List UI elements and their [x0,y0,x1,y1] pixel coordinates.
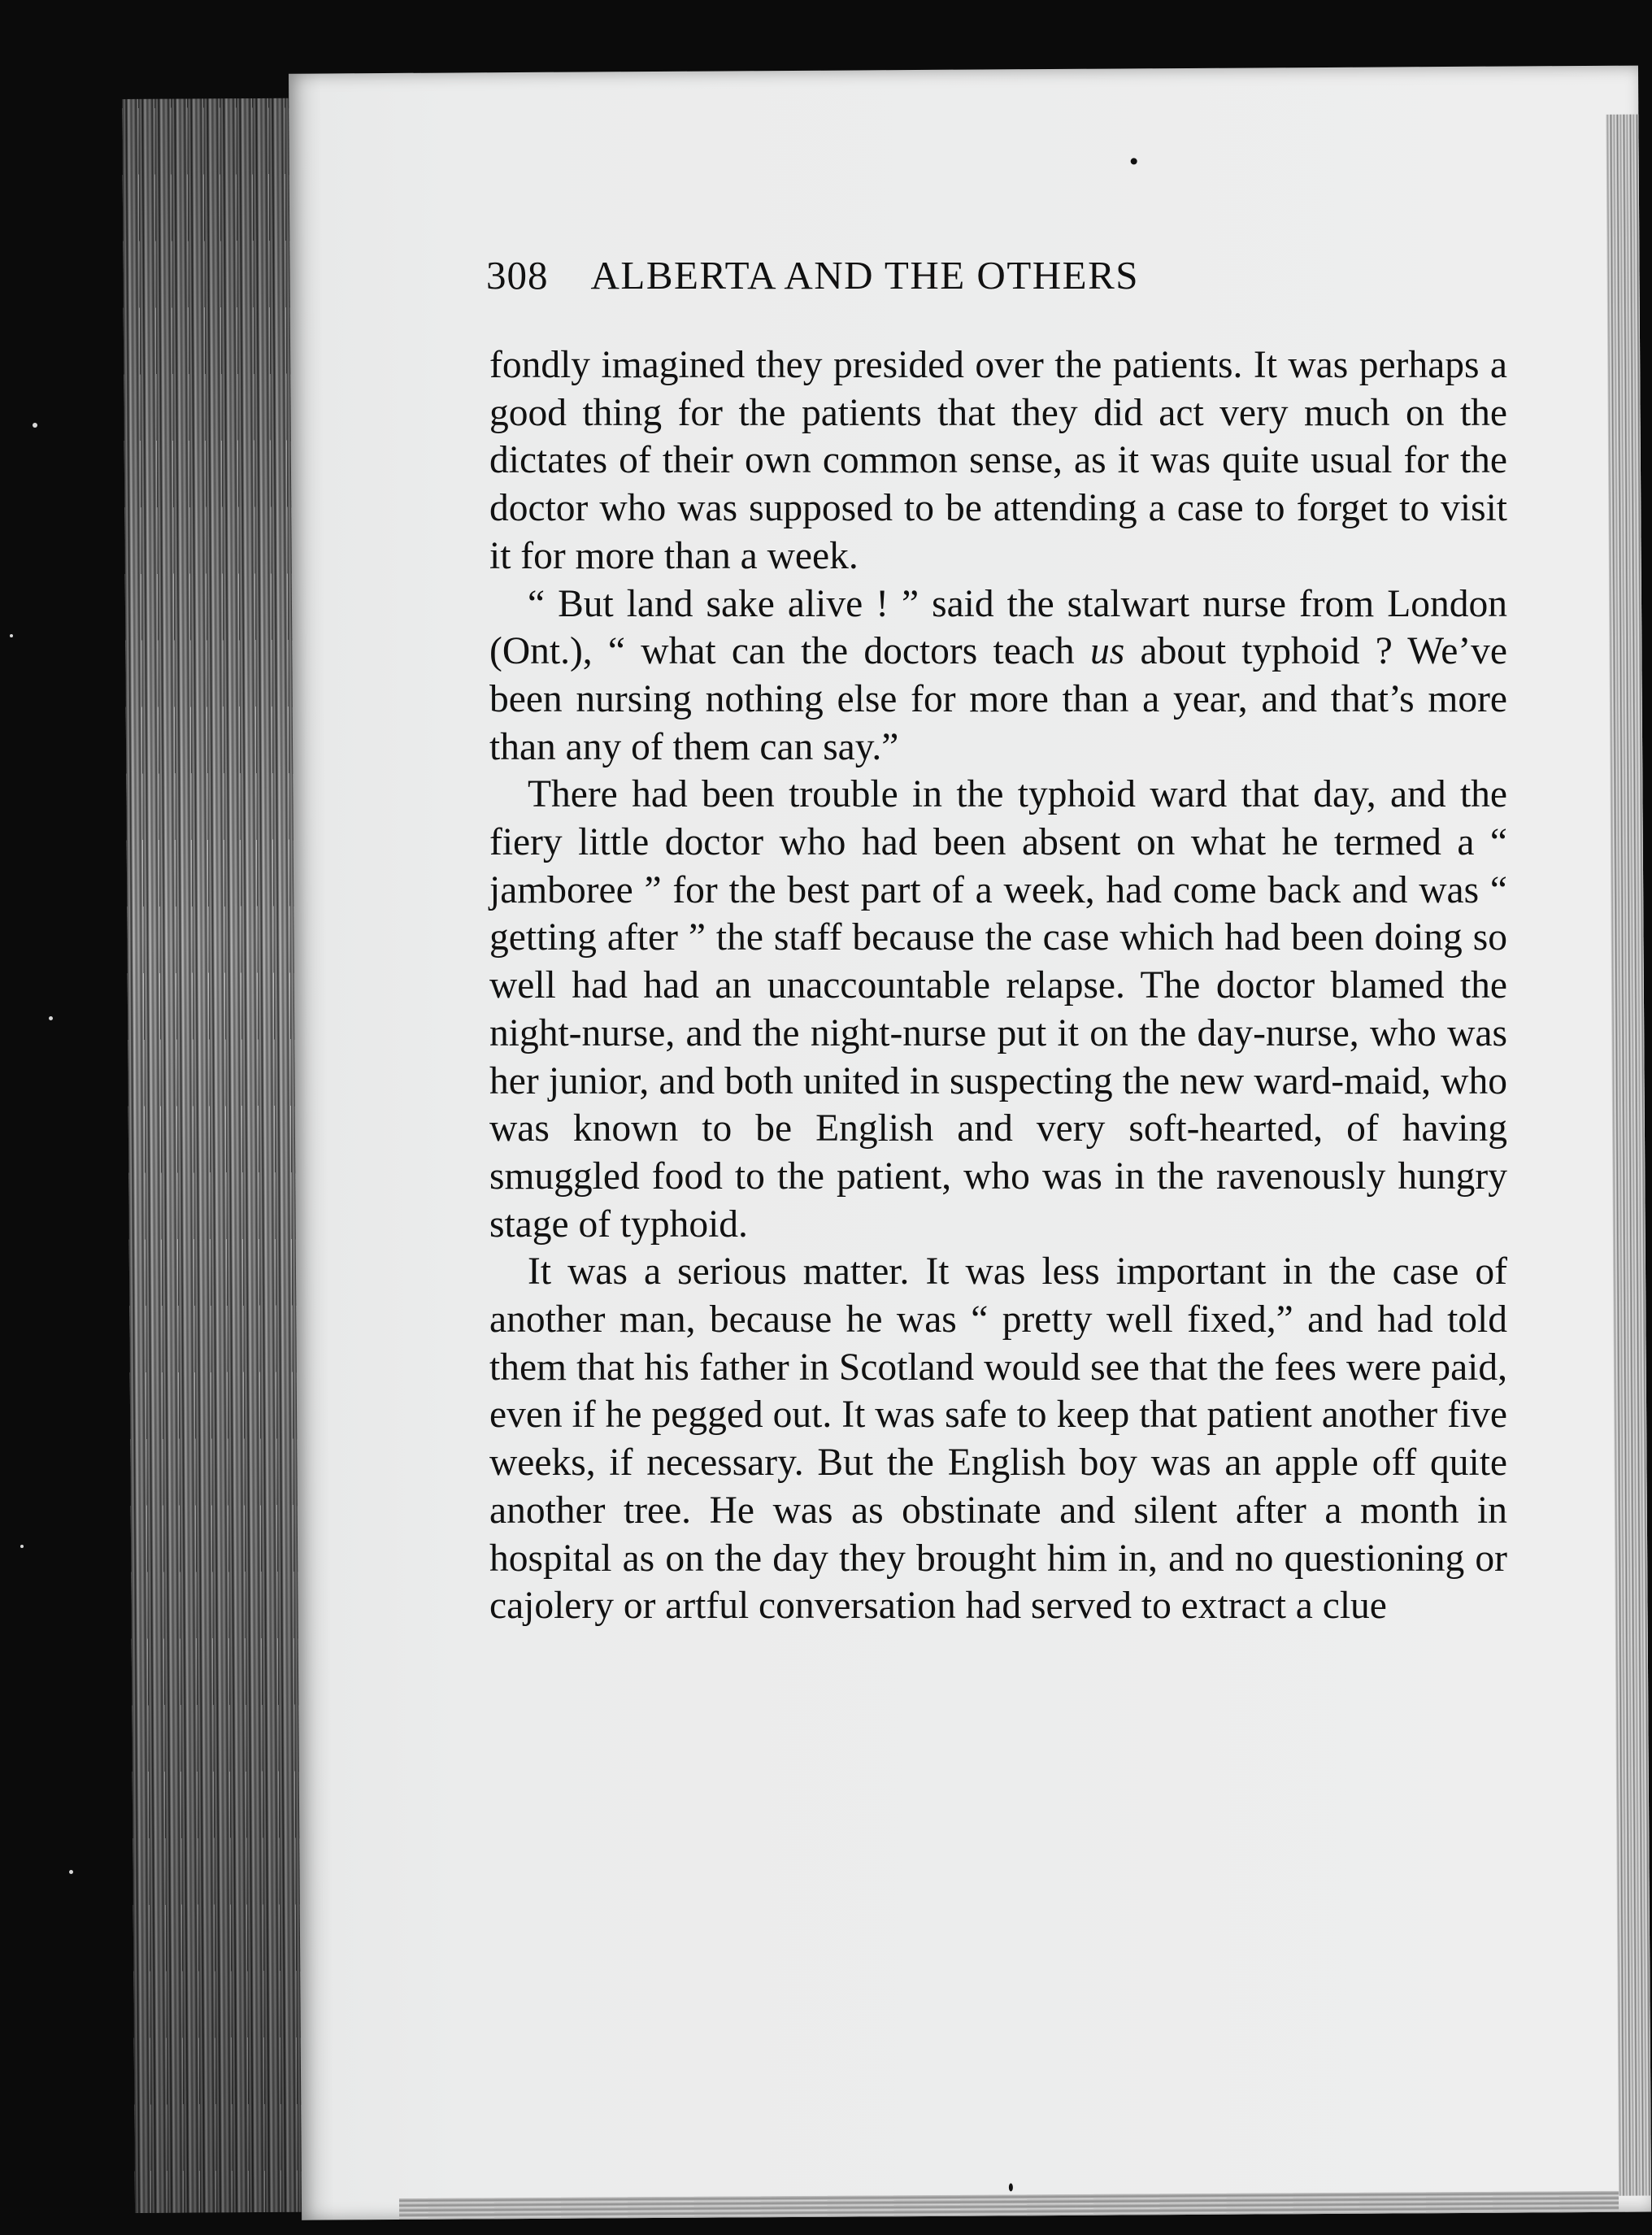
paragraph-2: “ But land sake alive ! ” said the stalwart nurse from London (Ont.), “ what can the doctors teach us about typhoid ? We’ve been nursing nothing else for more than a year, and that’s more than any of them can say.” [489,582,1507,768]
scan-dot [1131,158,1137,164]
paragraph-1: fondly imagined they presided over the patients. It was perhaps a good thing for the patients that they did act very much on the dictates of their own common sense, as it was quite usual for the doctor who was supposed to be attending a case to forget to visit it for more than a week. [489,344,1507,577]
paragraph-3: There had been trouble in the typhoid ward that day, and the fiery little doctor who had been absent on what he termed a “ jamboree ” for the best part of a week, had come back and was “ getting after ” the staff because the case which had been doing so well had had an unaccountable relapse. The doctor blamed the night-nurse, and the night-nurse put it on the day-nurse, who was her junior, and both united in suspecting the new ward-maid, who was known to be English and very soft-hearted, of having smuggled food to the patient, who was in the ravenously hungry stage of typhoid. [489,773,1507,1246]
page-number: 308 [486,253,549,298]
scan-speck [20,1545,24,1548]
emphasis: us [1089,630,1125,673]
running-head-title: ALBERTA AND THE OTHERS [590,253,1139,298]
scan-speck [49,1016,53,1020]
page-edge-bottom [399,2191,1619,2220]
running-head [486,252,1494,298]
scan-speck [69,1870,73,1874]
scan-speck [10,634,13,637]
paragraph-4: It was a serious matter. It was less important in the case of another man, because he was “ pretty well fixed,” and had told them that his father in Scotland would see that the fees were paid, even if he pegged out. It was safe to keep that patient another five weeks, if necessary. But the English boy was an apple off quite another tree. He was as obstinate and silent after a month in hospital as on the day they brought him in, and no questioning or cajolery or artful conversation had served to extract a clue [489,1250,1507,1628]
page-edge-right [1606,115,1651,2196]
scan-dot [1009,2183,1013,2191]
scan-speck [33,423,37,428]
body-text [489,341,1507,1630]
